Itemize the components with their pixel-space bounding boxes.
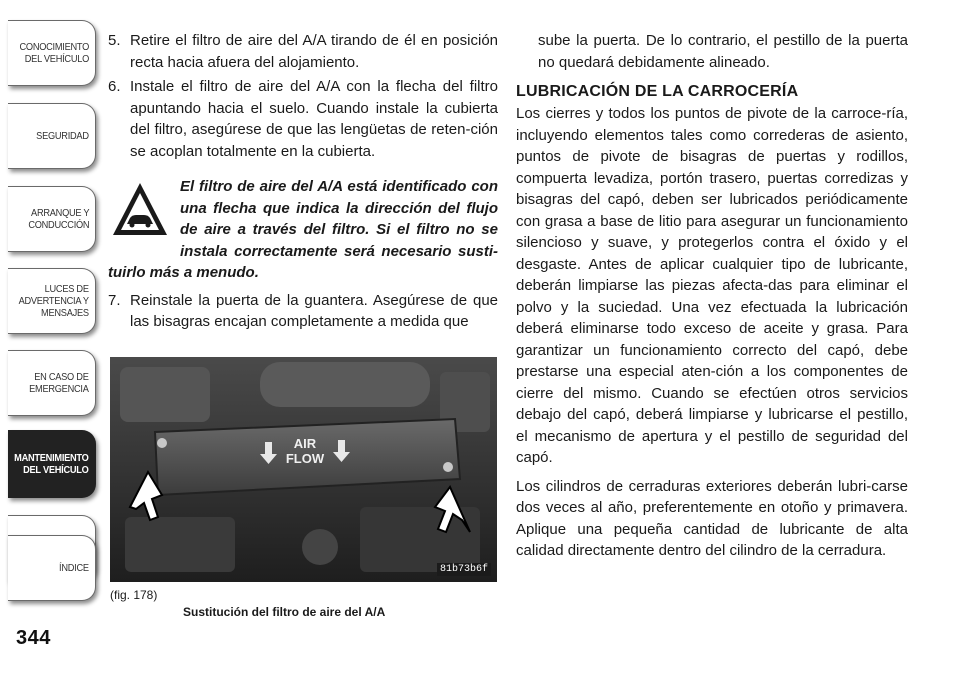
tab-arranque[interactable] (8, 186, 96, 252)
continuation-text: sube la puerta. De lo contrario, el pestillo de la puerta no quedará debidamente alineado. (538, 32, 908, 71)
step-number: 6. (108, 78, 121, 95)
air-filter-illustration (110, 357, 497, 582)
page-number: 344 (16, 627, 51, 649)
tab-emergencia[interactable] (8, 350, 96, 416)
figure-number: (fig. 178) (110, 588, 158, 602)
tab-label: ÍNDICE (59, 562, 89, 574)
tab-seguridad[interactable] (8, 103, 96, 169)
figure-photo (110, 357, 497, 582)
tab-label: CONOCIMIENTO DEL VEHÍCULO (19, 41, 89, 65)
image-code: 81b73b6f (437, 563, 491, 576)
step-text: Reinstale la puerta de la guantera. Asegúrese de que las bisagras encajan completamente a medida que (130, 291, 498, 330)
right-column (516, 30, 908, 562)
car-warning-icon (110, 180, 170, 240)
tab-label: LUCES DE ADVERTENCIA Y MENSAJES (18, 283, 89, 319)
tab-mantenimiento[interactable] (8, 430, 96, 498)
section-heading: LUBRICACIÓN DE LA CARROCERÍA (516, 83, 799, 100)
figure-caption: Sustitución del filtro de aire del A/A (183, 605, 386, 619)
note-text: El filtro de aire del A/A está identificado con una flecha que indica la dirección del flujo de aire a través del filtro. Si el filtro no se instala correctamente será necesario susti-tuirlo más a menudo. (108, 178, 498, 281)
tab-label: SEGURIDAD (36, 130, 89, 142)
step-text: Instale el filtro de aire del A/A con la flecha del filtro apuntando hacia el suelo. Cuando instale la cubierta del filtro, asegúrese de que las lengüetas de reten-ción se acoplan totalmente en la cubierta. (130, 78, 498, 160)
left-column (108, 30, 498, 333)
step-6 (108, 76, 498, 162)
step-number: 7. (108, 291, 121, 309)
tab-indice[interactable] (8, 535, 96, 601)
step-7 (108, 290, 498, 333)
note-block (108, 176, 498, 284)
tab-label: ARRANQUE Y CONDUCCIÓN (27, 207, 89, 231)
paragraph-lubrication: Los cierres y todos los puntos de pivote de la carroce-ría, incluyendo elementos tales como correderas de asiento, puntos de pivote de bisagras de puertas y rodillos, compuerta levadiza, portón trasero, puertas corredizas y bisagras del capó, deben ser lubricados periódicamente con grasa a base de litio para asegurar un funcionamiento silencioso y suave, y protegerlos contra el óxido y el desgaste. Antes de aplicar cualquier tipo de lubricante, deberán limpiarse las piezas afecta-das para eliminar el polvo y la suciedad. Una vez efectuada la lubricación deberá eliminarse todo exceso de aceite y grasa. Para garantizar un funcionamiento correcto del capó, debe prestarse una especial aten-ción a los componentes de cierre del mismo. Cuando se efectúen otros servicios debajo del capó, deberá limpiarse y lubricarse el pestillo, el mecanismo de apertura y el pestillo de seguridad del capó. (516, 105, 908, 466)
flow-label: FLOW (285, 451, 325, 466)
air-label: AIR (293, 436, 317, 451)
paragraph-lock-cylinders: Los cilindros de cerraduras exteriores deberán lubri-carse dos veces al año, preferentemente en otoño y primavera. Aplique una pequeña cantidad de lubricante de alta calidad directamente dentro del cilindro de la cerradura. (516, 477, 908, 559)
tab-conocimiento[interactable] (8, 20, 96, 86)
tab-label: MANTENIMIENTO DEL VEHÍCULO (14, 452, 89, 476)
tab-luces[interactable] (8, 268, 96, 334)
tab-label: EN CASO DE EMERGENCIA (29, 371, 89, 395)
step-text: Retire el filtro de aire del A/A tirando de él en posición recta hacia afuera del alojamiento. (130, 32, 498, 71)
step-number: 5. (108, 32, 121, 49)
step-5 (108, 30, 498, 73)
